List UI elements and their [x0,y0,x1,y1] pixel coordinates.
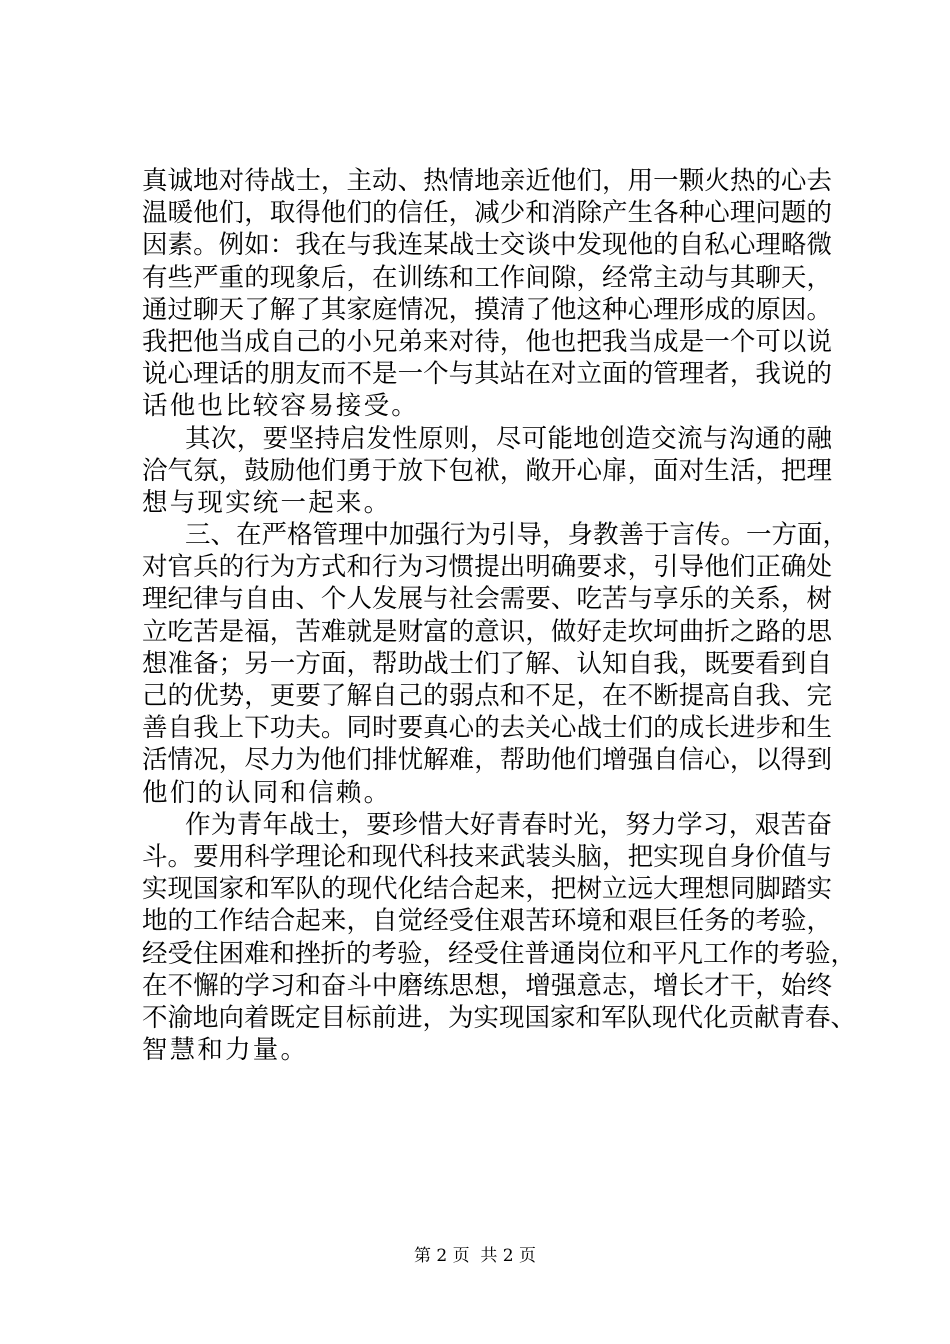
document-body [142,165,857,1066]
text-line: 实现国家和军队的现代化结合起来，把树立远大理想同脚踏实 [142,874,832,905]
text-line: 己的优势，更要了解自己的弱点和不足，在不断提高自我、完 [142,681,832,711]
text-line: 洽气氛，鼓励他们勇于放下包袱，敞开心扉，面对生活，把理 [142,455,832,486]
text-line: 其次，要坚持启发性原则，尽可能地创造交流与沟通的融 [185,423,832,454]
text-line: 说心理话的朋友而不是一个与其站在对立面的管理者，我说的 [142,359,832,390]
text-line: 因素。例如：我在与我连某战士交谈中发现他的自私心理略微 [142,230,832,261]
text-line: 温暖他们，取得他们的信任，减少和消除产生各种心理问题的 [142,198,832,229]
page-footer [0,1241,950,1266]
text-line: 真诚地对待战士，主动、热情地亲近他们，用一颗火热的心去 [142,166,832,196]
text-line: 智慧和力量。 [142,1035,309,1066]
text-line: 他们的认同和信赖。 [142,777,392,808]
text-line: 我把他当成自己的小兄弟来对待，他也把我当成是一个可以说 [142,326,832,357]
text-line: 对官兵的行为方式和行为习惯提出明确要求，引导他们正确处 [142,552,832,583]
text-line: 想准备；另一方面，帮助战士们了解、认知自我，既要看到自 [142,648,832,679]
text-line: 善自我上下功夫。同时要真心的去关心战士们的成长进步和生 [142,713,832,744]
text-line: 理纪律与自由、个人发展与社会需要、吃苦与享乐的关系，树 [142,584,832,615]
text-line: 立吃苦是福，苦难就是财富的意识，做好走坎坷曲折之路的思 [142,616,832,647]
text-line: 作为青年战士，要珍惜大好青春时光，努力学习，艰苦奋 [185,809,832,840]
page-number-label: 第 2 页 共 2 页 [413,1246,537,1266]
text-line: 话他也比较容易接受。 [142,391,420,422]
text-line: 斗。要用科学理论和现代科技来武装头脑，把实现自身价值与 [142,841,832,872]
text-line: 三、在严格管理中加强行为引导，身教善于言传。一方面， [185,520,849,551]
text-line: 经受住困难和挫折的考验，经受住普通岗位和平凡工作的考验， [142,938,857,969]
text-line: 地的工作结合起来，自觉经受住艰苦环境和艰巨任务的考验， [142,906,832,937]
text-line: 有些严重的现象后，在训练和工作间隙，经常主动与其聊天， [142,262,832,293]
text-line: 不渝地向着既定目标前进，为实现国家和军队现代化贡献青春、 [142,1002,857,1033]
text-line: 通过聊天了解了其家庭情况，摸清了他这种心理形成的原因。 [142,294,832,325]
text-line: 活情况，尽力为他们排忧解难，帮助他们增强自信心，以得到 [142,745,832,776]
text-line: 在不懈的学习和奋斗中磨练思想，增强意志，增长才干，始终 [142,970,832,1001]
text-line: 想与现实统一起来。 [142,487,392,518]
